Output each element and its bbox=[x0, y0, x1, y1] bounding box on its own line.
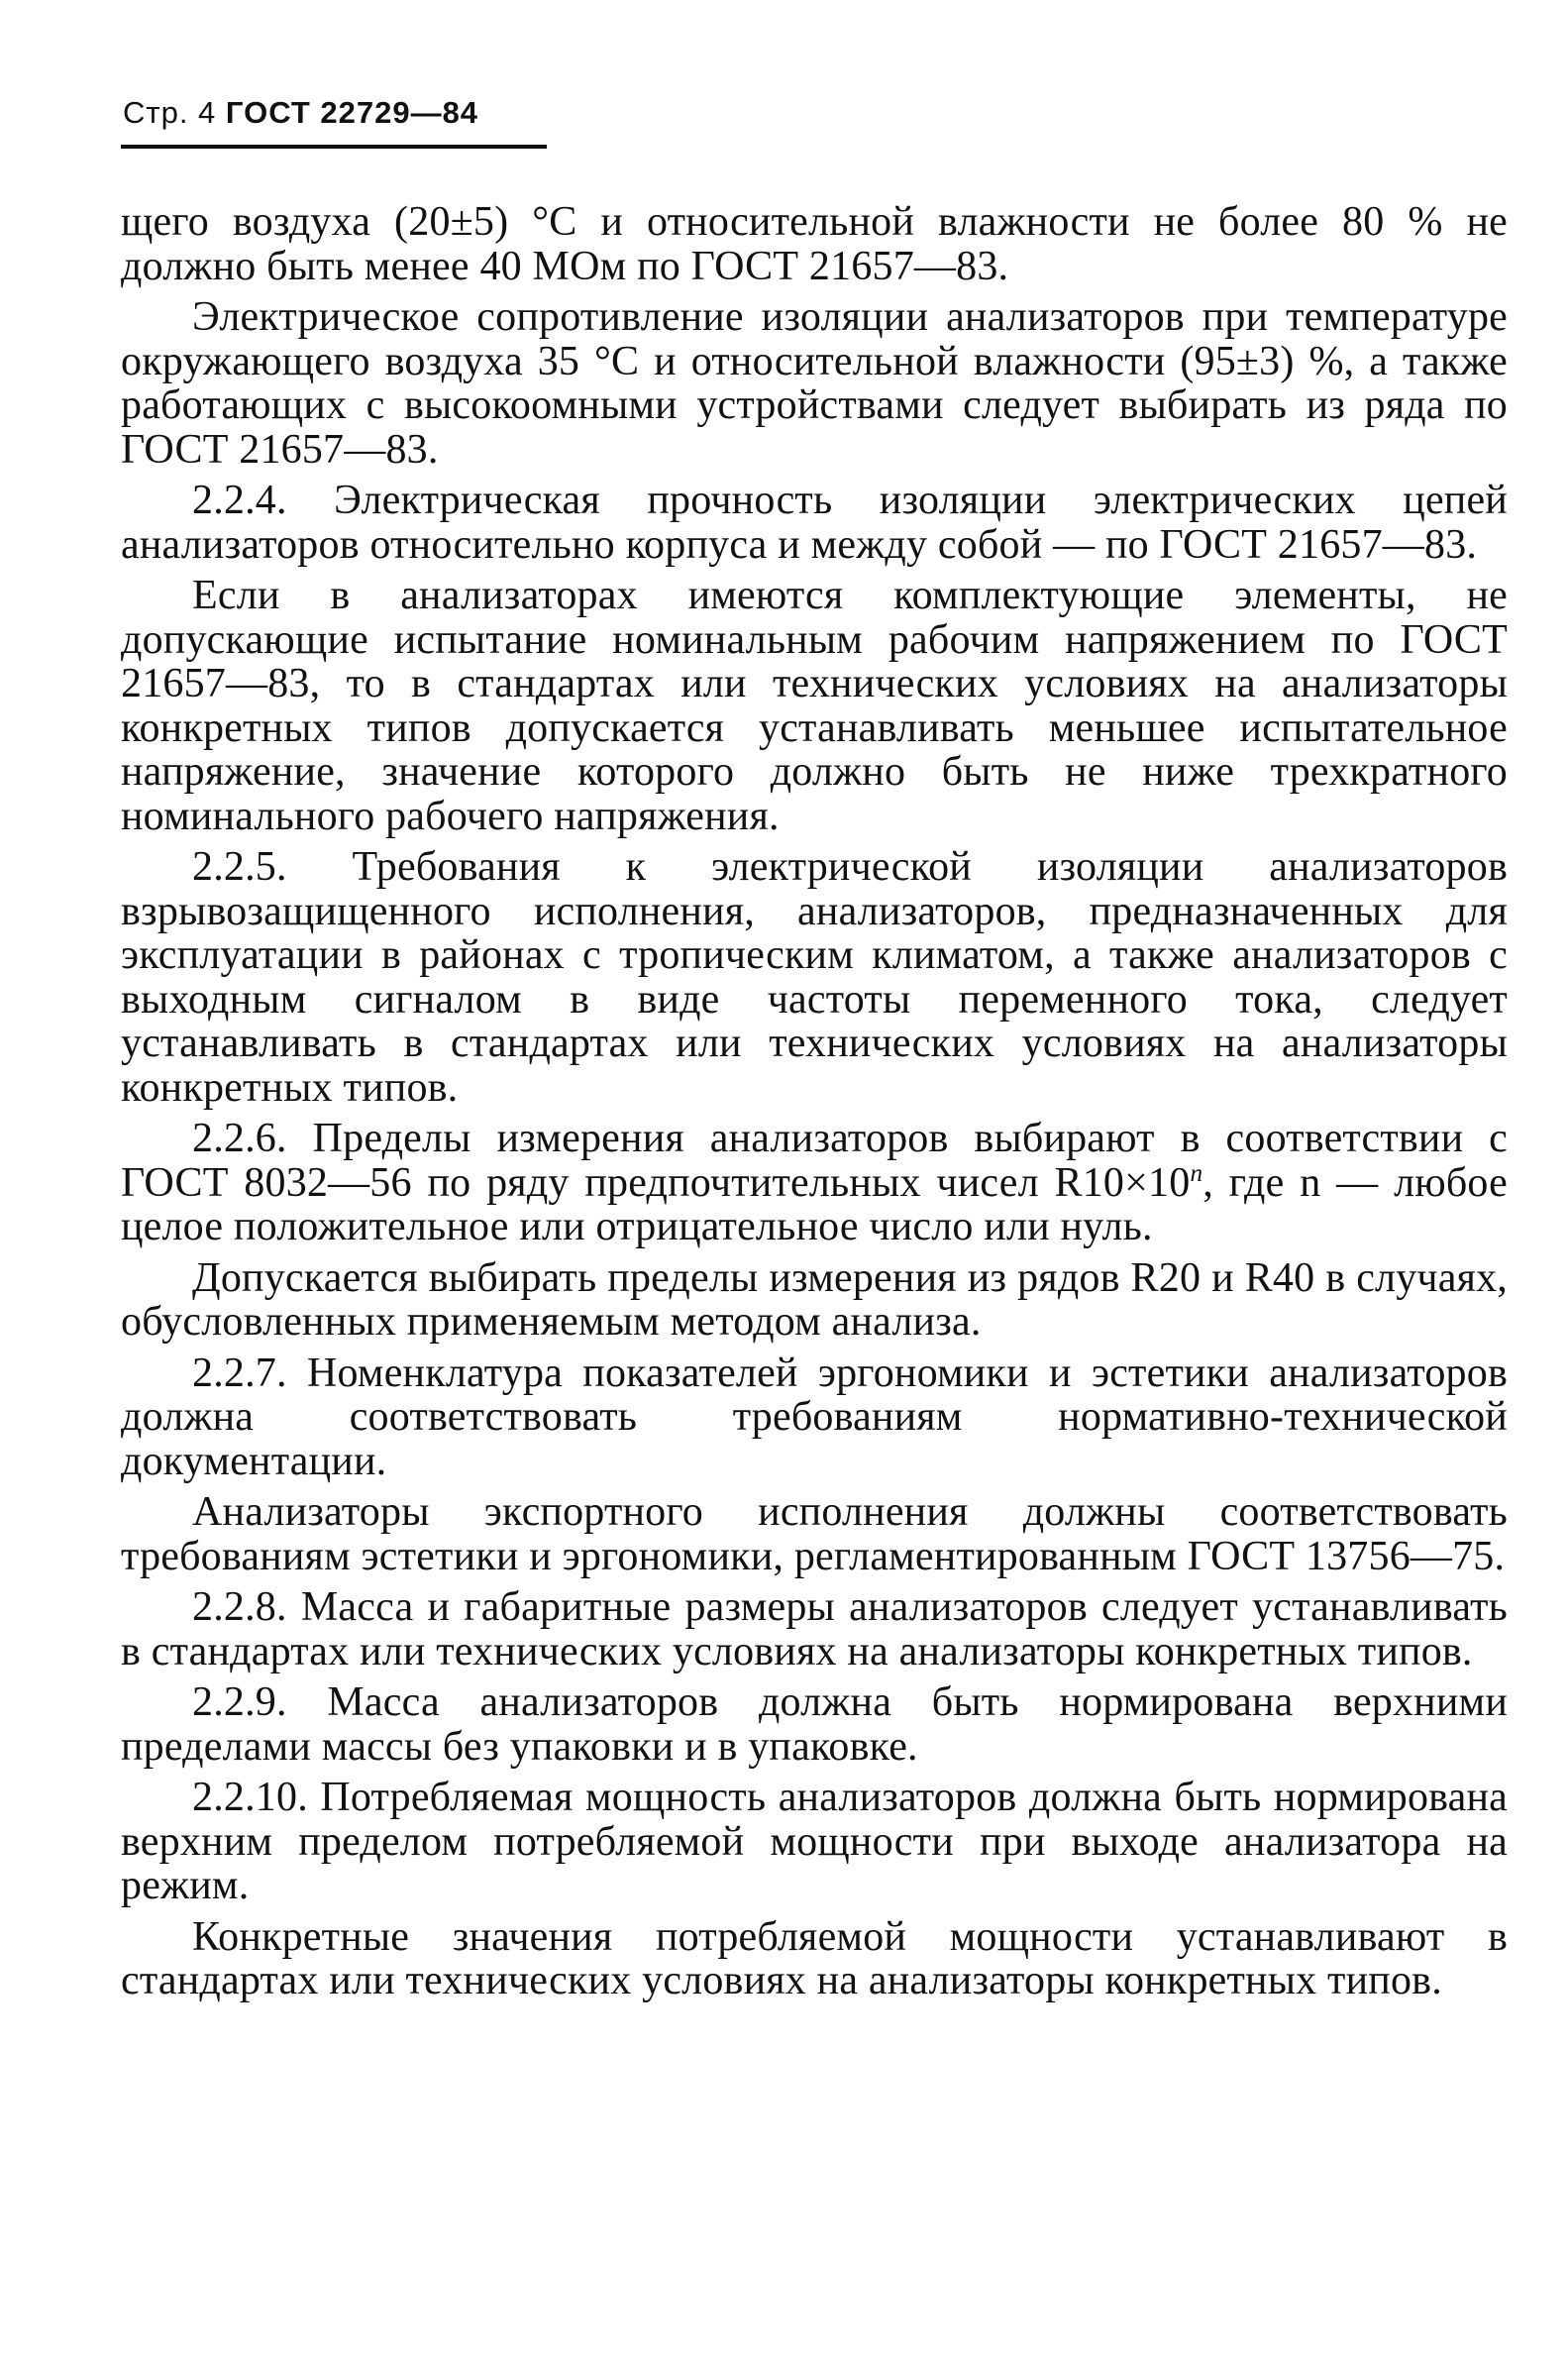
clause-2-2-9: 2.2.9. Масса анализаторов должна быть нормирована верхними пределами массы без упаковки и в упаковке. bbox=[121, 1679, 1508, 1770]
header-rule bbox=[121, 145, 547, 149]
clause-2-2-7: 2.2.7. Номенклатура показателей эргономики и эстетики анализаторов должна соответствовать требованиям нормативно-технической документации. bbox=[121, 1349, 1508, 1484]
clause-2-2-4: 2.2.4. Электрическая прочность изоляции электрических цепей анализаторов относительно корпуса и между собой — по ГОСТ 21657—83. bbox=[121, 478, 1508, 568]
paragraph: Допускается выбирать пределы измерения из рядов R20 и R40 в случаях, обусловленных применяемым методом анализа. bbox=[121, 1254, 1508, 1345]
clause-2-2-6-text: 2.2.6. Пределы измерения анализаторов выбирают в соответствии с ГОСТ 8032—56 по ряду предпочтительных чисел R10×10 bbox=[121, 1116, 1508, 1206]
clause-2-2-6 bbox=[121, 1117, 1508, 1249]
page-header bbox=[123, 95, 478, 131]
paragraph: щего воздуха (20±5) °С и относительной влажности не более 80 % не должно быть менее 40 МОм по ГОСТ 21657—83. bbox=[121, 199, 1508, 289]
paragraph: Анализаторы экспортного исполнения должны соответствовать требованиям эстетики и эргономики, регламентированным ГОСТ 13756—75. bbox=[121, 1489, 1508, 1579]
standard-code: ГОСТ 22729—84 bbox=[225, 95, 479, 130]
clause-2-2-5: 2.2.5. Требования к электрической изоляции анализаторов взрывозащищенного исполнения, анализаторов, предназначенных для эксплуатации в районах с тропическим климатом, а также анализаторов с выходным сигналом в виде частоты переменного тока, следует устанавливать в стандартах или технических условиях на анализаторы конкретных типов. bbox=[121, 844, 1508, 1111]
document-body bbox=[121, 200, 1508, 2010]
paragraph: Конкретные значения потребляемой мощности устанавливают в стандартах или технических условиях на анализаторы конкретных типов. bbox=[121, 1913, 1508, 2003]
paragraph: Если в анализаторах имеются комплектующие элементы, не допускающие испытание номинальным рабочим напряжением по ГОСТ 21657—83, то в стандартах или технических условиях на анализаторы конкретных типов допускается устанавливать меньшее испытательное напряжение, значение которого должно быть не ниже трехкратного номинального рабочего напряжения. bbox=[121, 573, 1508, 839]
page-number: Стр. 4 bbox=[123, 95, 217, 130]
paragraph: Электрическое сопротивление изоляции анализаторов при температуре окружающего воздуха 35 °С и относительной влажности (95±3) %, а также работающих с высокоомными устройствами следует выбирать из ряда по ГОСТ 21657—83. bbox=[121, 294, 1508, 473]
clause-2-2-6-tail: , где n — любое целое положительное или отрицательное число или нуль. bbox=[121, 1159, 1508, 1249]
clause-2-2-10: 2.2.10. Потребляемая мощность анализаторов должна быть нормирована верхним пределом потребляемой мощности при выходе анализатора на режим. bbox=[121, 1775, 1508, 1908]
exponent: n bbox=[1190, 1159, 1203, 1187]
clause-2-2-8: 2.2.8. Масса и габаритные размеры анализаторов следует устанавливать в стандартах или технических условиях на анализаторы конкретных типов. bbox=[121, 1584, 1508, 1674]
